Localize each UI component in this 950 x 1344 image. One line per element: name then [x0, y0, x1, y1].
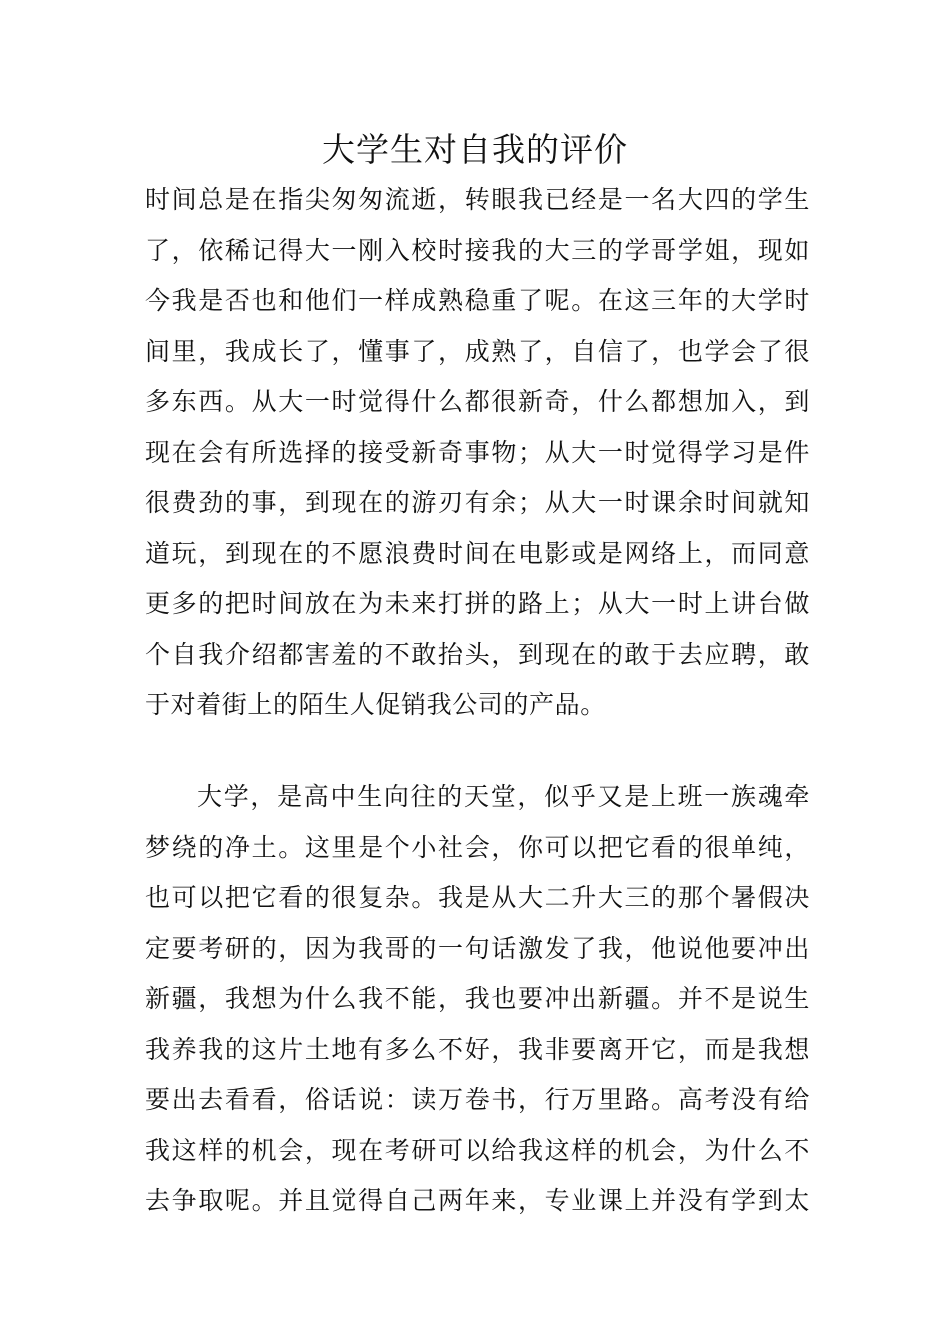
paragraph-line: 个自我介绍都害羞的不敢抬头，到现在的敢于去应聘，敢 — [145, 639, 810, 669]
paragraph-line: 了，依稀记得大一刚入校时接我的大三的学哥学姐，现如 — [145, 235, 810, 265]
paragraph-line: 今我是否也和他们一样成熟稳重了呢。在这三年的大学时 — [145, 286, 810, 315]
paragraph-1 — [145, 175, 810, 731]
paragraph-line: 于对着街上的陌生人促销我公司的产品。 — [145, 690, 606, 719]
paragraph-line: 现在会有所选择的接受新奇事物；从大一时觉得学习是件 — [145, 437, 810, 467]
document-title: 大学生对自我的评价 — [322, 130, 628, 169]
paragraph-line: 梦绕的净土。这里是个小社会，你可以把它看的很单纯， — [145, 832, 810, 862]
paragraph-line: 间里，我成长了，懂事了，成熟了，自信了，也学会了很 — [145, 336, 810, 366]
paragraph-line: 我养我的这片土地有多么不好，我非要离开它，而是我想 — [145, 1034, 810, 1064]
paragraph-line: 也可以把它看的很复杂。我是从大二升大三的那个暑假决 — [145, 883, 810, 912]
paragraph-line: 定要考研的，因为我哥的一句话激发了我，他说他要冲出 — [145, 933, 810, 963]
paragraph-line: 大学，是高中生向往的天堂，似乎又是上班一族魂牵 — [197, 782, 810, 811]
paragraph-line: 更多的把时间放在为未来打拼的路上；从大一时上讲台做 — [145, 589, 810, 618]
paragraph-line: 多东西。从大一时觉得什么都很新奇，什么都想加入，到 — [145, 387, 810, 416]
paragraph-line: 时间总是在指尖匆匆流逝，转眼我已经是一名大四的学生 — [145, 185, 810, 214]
paragraph-line: 道玩，到现在的不愿浪费时间在电影或是网络上，而同意 — [145, 538, 810, 568]
paragraph-line: 新疆，我想为什么我不能，我也要冲出新疆。并不是说生 — [145, 984, 810, 1013]
paragraph-line: 我这样的机会，现在考研可以给我这样的机会，为什么不 — [145, 1135, 810, 1165]
paragraph-2 — [145, 772, 810, 1227]
paragraph-line: 要出去看看，俗话说：读万卷书，行万里路。高考没有给 — [145, 1085, 810, 1114]
paragraph-line: 很费劲的事，到现在的游刃有余；从大一时课余时间就知 — [145, 488, 810, 517]
paragraph-line: 去争取呢。并且觉得自己两年来，专业课上并没有学到太 — [145, 1186, 810, 1215]
